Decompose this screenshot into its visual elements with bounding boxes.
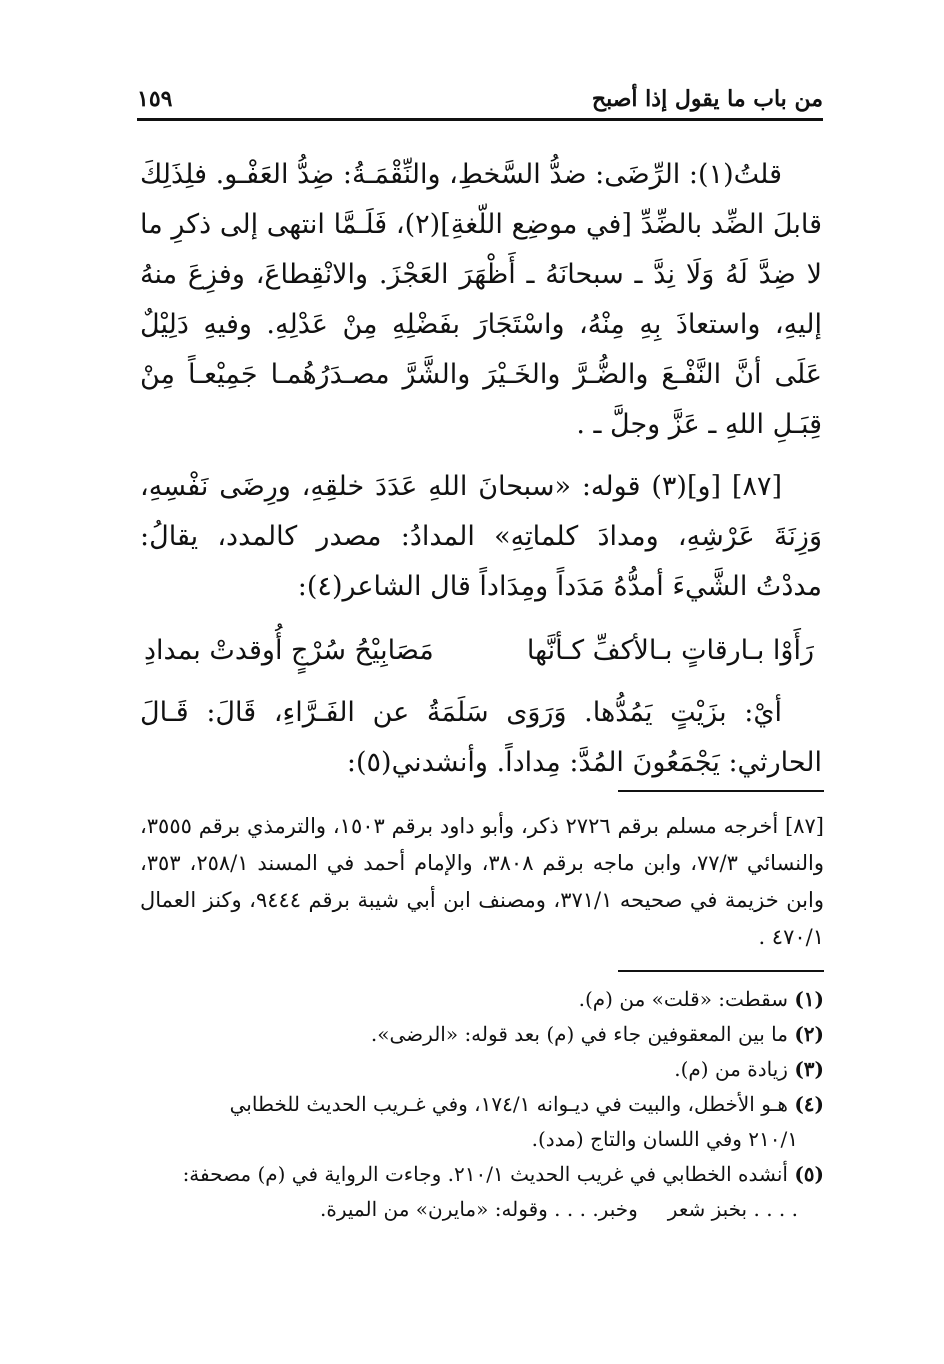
paragraph-2: [٨٧] [و](٣) قوله: «سبحانَ اللهِ عَدَدَ خلقِهِ، ورِضَى نَفْسِهِ، وَزِنَةَ عَرْشِهِ، ومدادَ كلماتِهِ» المدادُ: مصدر كالمدد، يقالُ: مددْتُ الشَّيءَ أمدُّهُ مَدَداً ومِدَاداً قال الشاعر(٤): [140,471,822,602]
footnote-text: سقطت: «قلت» من (م). [578,987,788,1011]
paragraph-1: قلتُ(١): الرِّضَى: ضدُّ السَّخطِ، والنِّقْمَـةُ: ضِدُّ العَفْـو. فلِذَلِكَ قابلَ الضِّد بالضِّدِّ [في موضِع اللّغةِ](٢)، فَلَـمَّا انتهى إلى ذكرِ ما لا ضِدَّ لَهُ وَلَا نِدَّ ـ سبحانَهُ ـ أَظْهَرَ العَجْزَ. والانْقِطاعَ، وفزِعَ منهُ إليهِ، واستعاذَ بِهِ مِنْهُ، واسْتَجَارَ بفَضْلِهِ مِنْ عَدْلِهِ. وفيهِ دَلِيْلٌ عَلَى أنَّ النَّفْـعَ والضُّـرَّ والخَـيْرَ والشَّرَّ مصـدَرُهُمـا جَمِيْعـاً مِنْ قِبَـلِ اللهِ ـ عَزَّ وجلَّ ـ . [140,159,822,440]
footnote-continuation [140,1192,824,1227]
footnote-number: (١) [794,987,824,1011]
footnote-continuation: ٢١٠/١ وفي اللسان والتاج (مدد). [531,1127,798,1151]
main-text [140,150,822,788]
variant-reading-b: وخبر. . . . وقوله: «مايرن» من الميرة. [320,1197,638,1221]
footnote-text: ما بين المعقوفين جاء في (م) بعد قوله: «الرضى». [370,1022,788,1046]
footnote-5 [140,1157,824,1227]
page-number: ١٥٩ [137,86,173,112]
variant-reading-a: . . . . بخبز شعر [667,1197,798,1221]
footnote-1 [140,982,824,1017]
footnotes-list [140,982,824,1227]
paragraph-3: أيْ: بزَيْتٍ يَمُدُّها. وَرَوَى سَلَمَةُ عن الفَـرَّاءِ، قَالَ: قَـالَ الحارثي: يَجْمَعُونَ المُدَّ: مِداداً. وأنشدني(٥): [140,697,822,778]
footnote-4 [140,1087,824,1157]
verse-first-hemistich: رَأَوْا بـارقاتٍ بـالأكفِّ كـأنَّها [526,635,814,666]
takhrij-note: [٨٧] أخرجه مسلم برقم ٢٧٢٦ ذكر، وأبو داود برقم ١٥٠٣، والترمذي برقم ٣٥٥٥، والنسائي ٧٧/٣، وابن ماجه برقم ٣٨٠٨، والإمام أحمد في المسند ٢٥٨/١، ٣٥٣، وابن خزيمة في صحيحه ٣٧١/١، ومصنف ابن أبي شيبة برقم ٩٤٤٤، وكنز العمال ٤٧٠/١ . [140,814,825,949]
footnote-2 [140,1017,824,1052]
page-header [137,80,823,120]
footnote-text: زيادة من (م). [674,1057,788,1081]
running-head: من باب ما يقول إذا أصبح [591,86,823,112]
footnote-text: أنشده الخطابي في غريب الحديث ٢١٠/١. وجاءت الرواية في (م) مصحفة: [182,1162,788,1186]
footnote-separator-top [618,790,824,792]
footnote-number: (٤) [794,1092,824,1116]
header-rule [137,118,823,121]
verse-second-hemistich: مَصَابِيْحُ سُرْجٍ أُوقدتْ بمدادِ [144,635,434,666]
footnote-3 [140,1052,824,1087]
footnote-number: (٣) [794,1057,824,1081]
footnote-number: (٥) [794,1162,824,1186]
footnote-separator [618,970,824,972]
footnote-number: (٢) [794,1022,824,1046]
poetry-verse [140,626,822,676]
footnote-text: هـو الأخطل، والبيت في ديـوانه ١٧٤/١، وفي غـريب الحديث للخطابي [229,1092,788,1116]
